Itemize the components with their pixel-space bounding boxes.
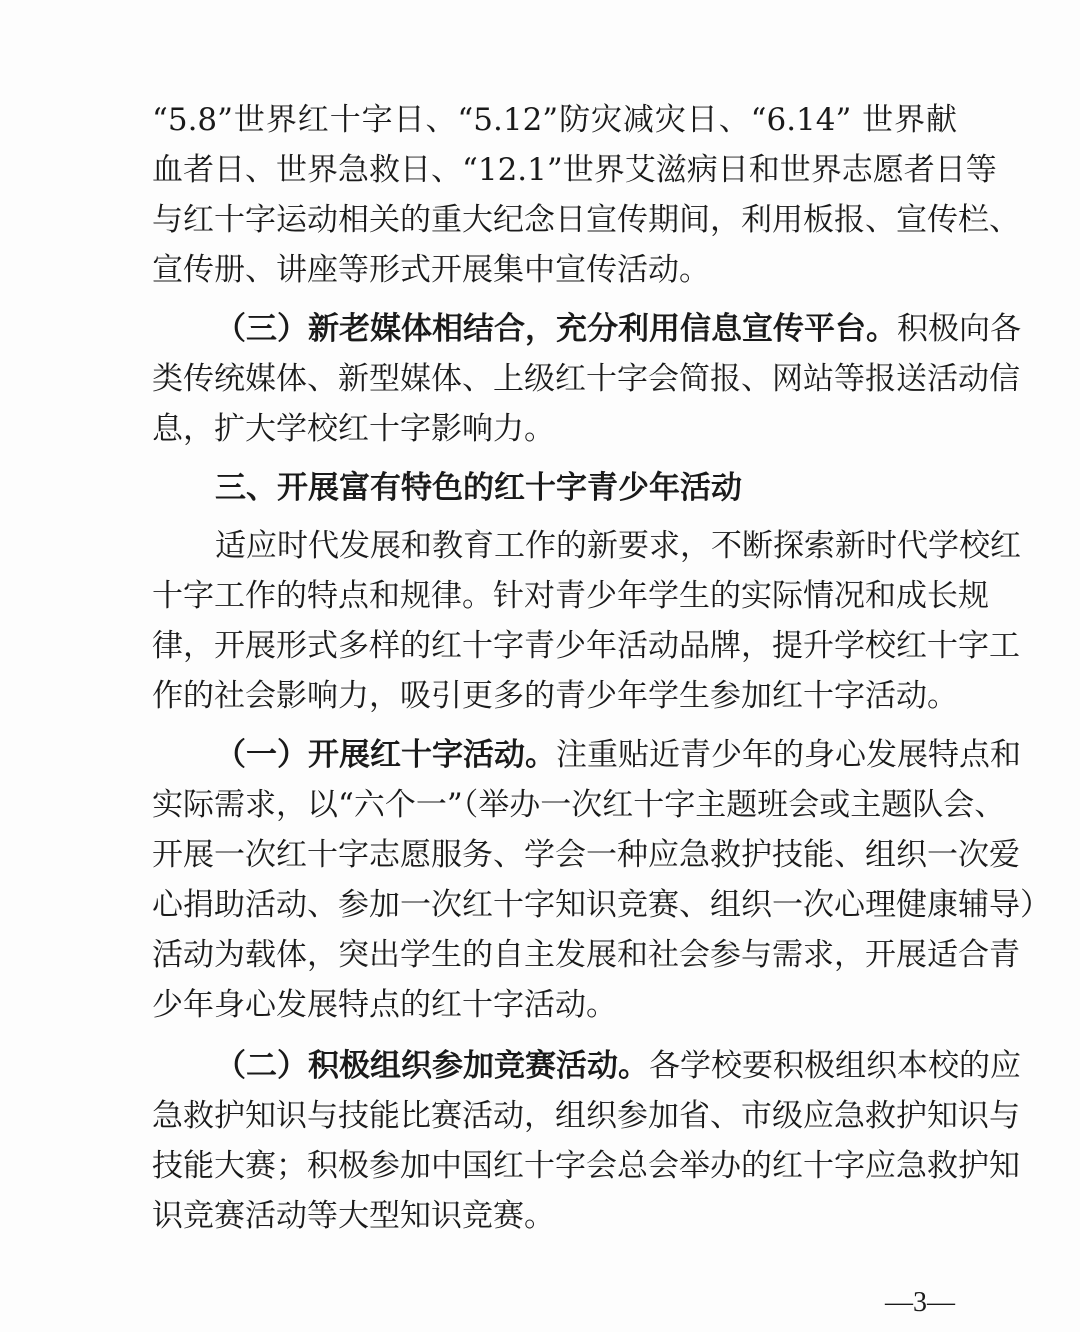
body-text-line: 实际需求，以“六个一”（举办一次红十字主题班会或主题队会、 — [152, 787, 1006, 823]
subsection-line — [215, 1048, 1021, 1084]
body-text-line: 律，开展形式多样的红十字青少年活动品牌，提升学校红十字工 — [152, 628, 1020, 664]
body-text-line: “5.8”世界红十字日、“5.12”防灾减灾日、“6.14” 世界献 — [152, 102, 957, 138]
body-text-line: 少年身心发展特点的红十字活动。 — [152, 987, 617, 1023]
body-text-line: 宣传册、讲座等形式开展集中宣传活动。 — [152, 252, 710, 288]
body-text-line: 开展一次红十字志愿服务、学会一种应急救护技能、组织一次爱 — [152, 837, 1020, 873]
subsection-line — [215, 311, 1021, 347]
body-text-span: 注重贴近青少年的身心发展特点和 — [556, 737, 1021, 773]
body-text-line: 心捐助活动、参加一次红十字知识竞赛、组织一次心理健康辅导） — [152, 887, 1051, 923]
body-text-line: 活动为载体，突出学生的自主发展和社会参与需求，开展适合青 — [152, 937, 1020, 973]
body-text-line: 适应时代发展和教育工作的新要求，不断探索新时代学校红 — [215, 528, 1021, 564]
body-text-line: 技能大赛；积极参加中国红十字会总会举办的红十字应急救护知 — [152, 1148, 1020, 1184]
section-heading: 三、开展富有特色的红十字青少年活动 — [215, 470, 742, 506]
body-text-span: 积极向各 — [897, 311, 1021, 347]
subsection-heading-1: （一）开展红十字活动。 — [215, 737, 556, 773]
body-text-line: 与红十字运动相关的重大纪念日宣传期间，利用板报、宣传栏、 — [152, 202, 1020, 238]
subsection-heading-3: （三）新老媒体相结合，充分利用信息宣传平台。 — [215, 311, 897, 347]
body-text-line: 类传统媒体、新型媒体、上级红十字会简报、网站等报送活动信 — [152, 361, 1020, 397]
subsection-heading-2: （二）积极组织参加竞赛活动。 — [215, 1048, 649, 1084]
body-text-span: 各学校要积极组织本校的应 — [649, 1048, 1021, 1084]
body-text-line: 血者日、世界急救日、“12.1”世界艾滋病日和世界志愿者日等 — [152, 152, 997, 188]
body-text-line: 作的社会影响力，吸引更多的青少年学生参加红十字活动。 — [152, 678, 958, 714]
body-text-line: 识竞赛活动等大型知识竞赛。 — [152, 1198, 555, 1234]
body-text-line: 十字工作的特点和规律。针对青少年学生的实际情况和成长规 — [152, 578, 989, 614]
body-text-line: 急救护知识与技能比赛活动，组织参加省、市级应急救护知识与 — [152, 1098, 1020, 1134]
body-text-line: 息，扩大学校红十字影响力。 — [152, 411, 555, 447]
page-number: —3— — [885, 1287, 955, 1318]
subsection-line — [215, 737, 1021, 773]
